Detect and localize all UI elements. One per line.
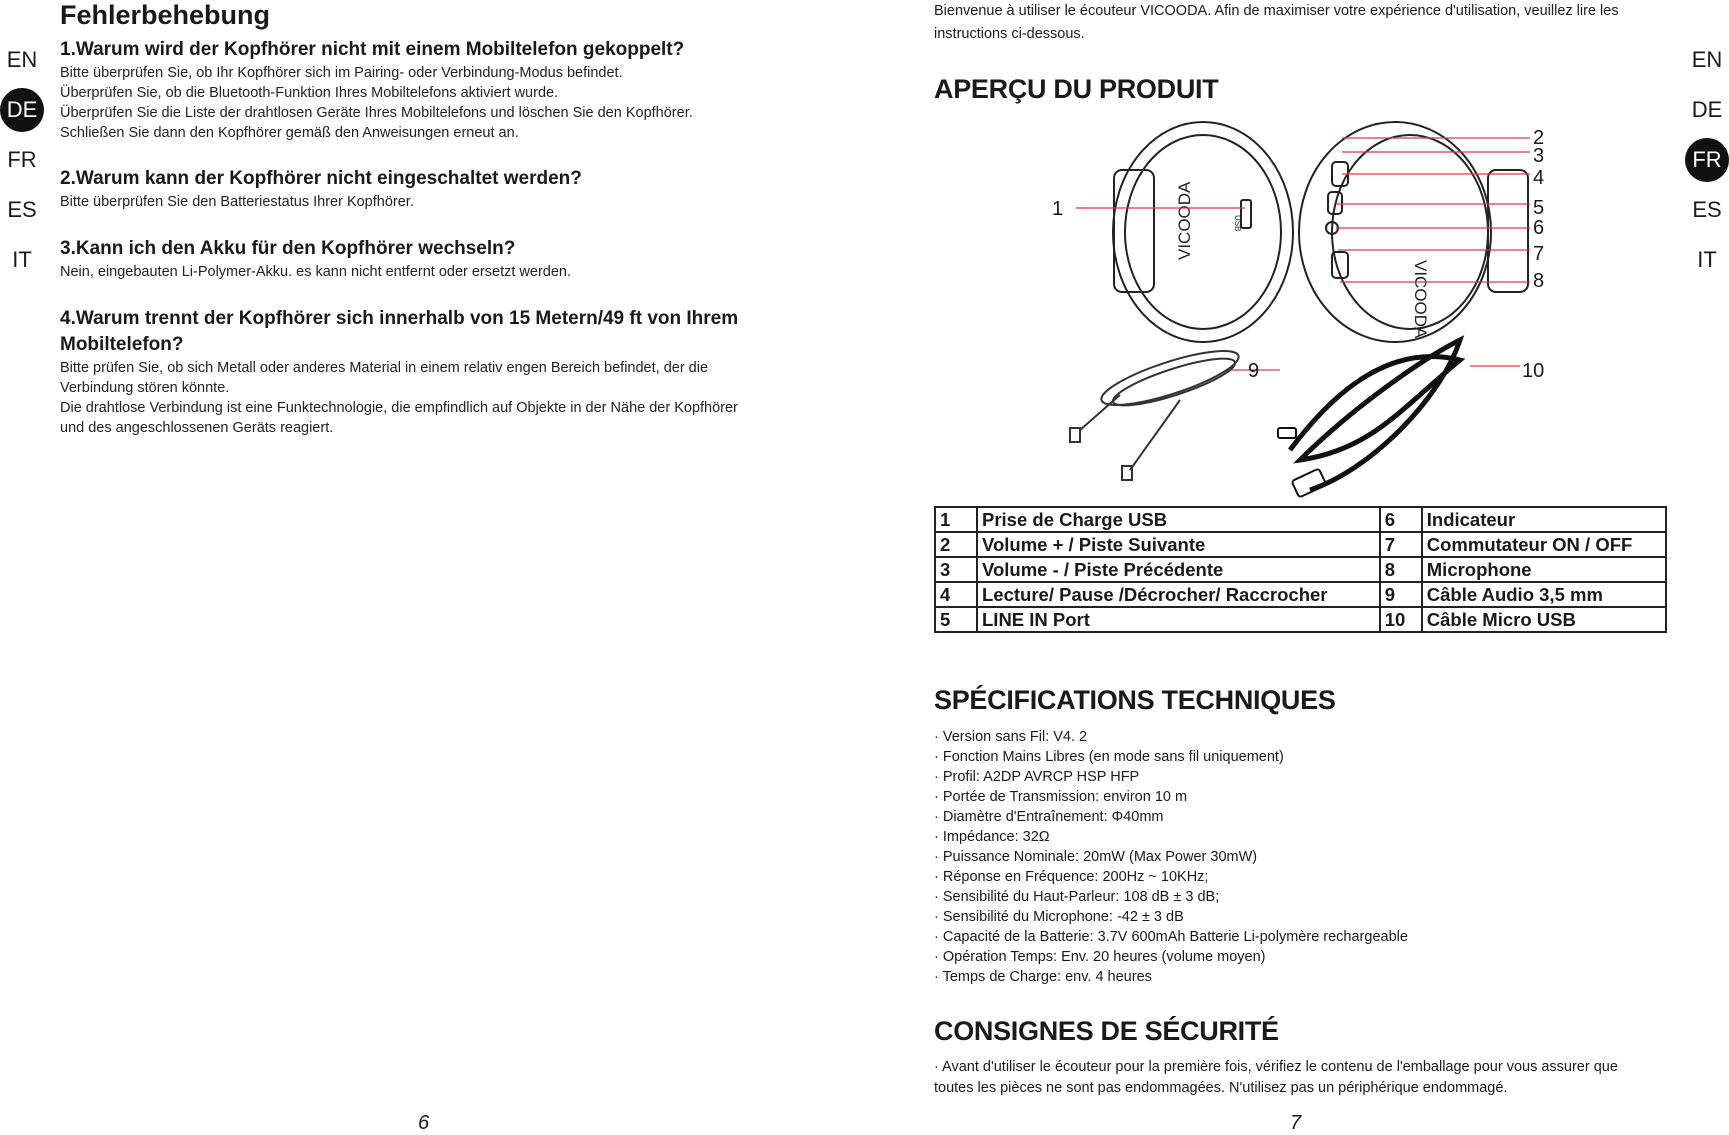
spec-item: · Diamètre d'Entraînement: Φ40mm	[934, 809, 1164, 825]
intro-line: Bienvenue à utiliser le écouteur VICOODA. Afin de maximiser votre expérience d'utilisation, veuillez lire les	[934, 3, 1619, 19]
part-number: 7	[1380, 532, 1422, 557]
part-number: 5	[935, 607, 977, 632]
safety-line: toutes les pièces ne sont pas endommagées. N'utilisez pas un périphérique endommagé.	[934, 1080, 1508, 1096]
part-number: 1	[935, 507, 977, 532]
table-row	[935, 582, 1666, 607]
faq-question: 1.Warum wird der Kopfhörer nicht mit einem Mobiltelefon gekoppelt?	[60, 39, 685, 60]
faq-answer-line: Schließen Sie dann den Kopfhörer gemäß den Anweisungen erneut an.	[60, 125, 519, 141]
faq-question: 2.Warum kann der Kopfhörer nicht eingeschaltet werden?	[60, 168, 582, 189]
spec-item: · Impédance: 32Ω	[934, 829, 1050, 845]
audio-cable-drawing	[1070, 341, 1243, 480]
lang-tab-en[interactable]: EN	[1691, 47, 1723, 72]
lang-tab-es[interactable]: ES	[7, 197, 37, 222]
table-row	[935, 532, 1666, 557]
faq-answer-line: Bitte überprüfen Sie den Batteriestatus Ihrer Kopfhörer.	[60, 194, 414, 210]
spec-item: · Capacité de la Batterie: 3.7V 600mAh Batterie Li-polymère rechargeable	[934, 929, 1408, 945]
callout-8: 8	[1533, 270, 1545, 292]
faq-answer-line: Nein, eingebauten Li-Polymer-Akku. es kann nicht entfernt oder ersetzt werden.	[60, 264, 571, 280]
spec-item: · Réponse en Fréquence: 200Hz ~ 10KHz;	[934, 869, 1209, 885]
parts-table	[934, 506, 1667, 633]
faq-answer-line: und des angeschlossenen Geräts reagiert.	[60, 420, 334, 436]
right-headband-slider	[1488, 170, 1528, 292]
part-name: Câble Audio 3,5 mm	[1422, 582, 1666, 607]
part-number: 8	[1380, 557, 1422, 582]
product-overview-title: APERÇU DU PRODUIT	[934, 74, 1219, 104]
spec-item: · Puissance Nominale: 20mW (Max Power 30mW)	[934, 849, 1258, 865]
safety-title: CONSIGNES DE SÉCURITÉ	[934, 1016, 1279, 1046]
faq-2	[60, 166, 800, 212]
faq-4	[60, 306, 820, 438]
faq-answer-line: Bitte prüfen Sie, ob sich Metall oder anderes Material in einem relativ engen Bereich befindet, der die	[60, 360, 709, 376]
spec-item: · Version sans Fil: V4. 2	[934, 729, 1088, 745]
part-number: 4	[935, 582, 977, 607]
spec-item: · Portée de Transmission: environ 10 m	[934, 789, 1188, 805]
part-number: 2	[935, 532, 977, 557]
faq-answer-line: Überprüfen Sie, ob die Bluetooth-Funktion Ihres Mobiltelefons aktiviert wurde.	[60, 85, 559, 101]
lang-tab-en[interactable]: EN	[6, 47, 38, 72]
spec-item: · Sensibilité du Haut-Parleur: 108 dB ± 3 dB;	[934, 889, 1220, 905]
part-name: Volume - / Piste Précédente	[977, 557, 1380, 582]
specs-title: SPÉCIFICATIONS TECHNIQUES	[934, 685, 1336, 715]
part-name: LINE IN Port	[977, 607, 1380, 632]
faq-question: Mobiltelefon?	[60, 334, 184, 355]
faq-answer-line: Bitte überprüfen Sie, ob Ihr Kopfhörer sich im Pairing- oder Verbindung-Modus befindet.	[60, 65, 623, 81]
brand-logo-right: VICOODA	[1411, 260, 1430, 339]
part-name: Commutateur ON / OFF	[1422, 532, 1666, 557]
faq-1	[60, 37, 800, 143]
faq-answer-line: Die drahtlose Verbindung ist eine Funktechnologie, die empfindlich auf Objekte in der Nähe der Kopfhörer	[60, 400, 738, 416]
usb-label: USB	[1233, 215, 1242, 232]
micro-usb-cable-drawing	[1278, 340, 1460, 497]
safety-text	[934, 1057, 1674, 1099]
table-row	[935, 507, 1666, 532]
left-earcup-outer	[1113, 122, 1293, 342]
lang-tab-it[interactable]: IT	[1697, 247, 1717, 272]
faq-question: 4.Warum trennt der Kopfhörer sich innerhalb von 15 Metern/49 ft von Ihrem	[60, 308, 739, 329]
spec-item: · Profil: A2DP AVRCP HSP HFP	[934, 769, 1140, 785]
callout-3: 3	[1533, 145, 1545, 167]
troubleshooting-title: Fehlerbehebung	[60, 0, 271, 30]
callout-1: 1	[1052, 198, 1064, 220]
spec-item: · Fonction Mains Libres (en mode sans fil uniquement)	[934, 749, 1284, 765]
lang-tab-de[interactable]: DE	[1691, 97, 1723, 122]
part-number: 6	[1380, 507, 1422, 532]
spec-item: · Temps de Charge: env. 4 heures	[934, 969, 1152, 985]
part-number: 9	[1380, 582, 1422, 607]
specs-list	[934, 727, 1408, 987]
intro-text	[934, 0, 1674, 46]
part-number: 3	[935, 557, 977, 582]
right-earcup-inner	[1332, 135, 1488, 329]
lang-tab-fr[interactable]: FR	[7, 147, 37, 172]
safety-line: · Avant d'utiliser le écouteur pour la première fois, vérifiez le contenu de l'emballage pour vous assurer que	[934, 1059, 1618, 1075]
callout-5: 5	[1533, 197, 1545, 219]
page-number-left: 6	[418, 1112, 430, 1134]
callout-6: 6	[1533, 217, 1545, 239]
callout-10: 10	[1522, 360, 1545, 382]
left-earcup-inner	[1125, 135, 1281, 329]
part-name: Lecture/ Pause /Décrocher/ Raccrocher	[977, 582, 1380, 607]
part-name: Volume + / Piste Suivante	[977, 532, 1380, 557]
faq-question: 3.Kann ich den Akku für den Kopfhörer wechseln?	[60, 238, 516, 259]
spec-item: · Sensibilité du Microphone: -42 ± 3 dB	[934, 909, 1184, 925]
table-row	[935, 557, 1666, 582]
product-illustration	[1040, 110, 1600, 510]
intro-line: instructions ci-dessous.	[934, 26, 1085, 42]
part-name: Indicateur	[1422, 507, 1666, 532]
faq-answer-line: Verbindung stören könnte.	[60, 380, 230, 396]
page-number-right: 7	[1290, 1112, 1302, 1134]
callout-2: 2	[1533, 127, 1545, 149]
part-number: 10	[1380, 607, 1422, 632]
faq-3	[60, 236, 800, 282]
part-name: Câble Micro USB	[1422, 607, 1666, 632]
lang-tab-it[interactable]: IT	[12, 247, 32, 272]
callout-9: 9	[1248, 360, 1260, 382]
callout-4: 4	[1533, 167, 1545, 189]
faq-answer-line: Überprüfen Sie die Liste der drahtlosen Geräte Ihres Mobiltelefons und löschen Sie den Kopfhörer.	[60, 105, 693, 121]
brand-logo-left: VICOODA	[1175, 181, 1194, 260]
spec-item: · Opération Temps: Env. 20 heures (volume moyen)	[934, 949, 1266, 965]
part-name: Prise de Charge USB	[977, 507, 1380, 532]
lang-tab-de[interactable]: DE	[0, 88, 44, 132]
table-row	[935, 607, 1666, 632]
part-name: Microphone	[1422, 557, 1666, 582]
lang-tab-fr[interactable]: FR	[1685, 138, 1729, 182]
lang-tab-es[interactable]: ES	[1692, 197, 1722, 222]
callout-7: 7	[1533, 243, 1545, 265]
